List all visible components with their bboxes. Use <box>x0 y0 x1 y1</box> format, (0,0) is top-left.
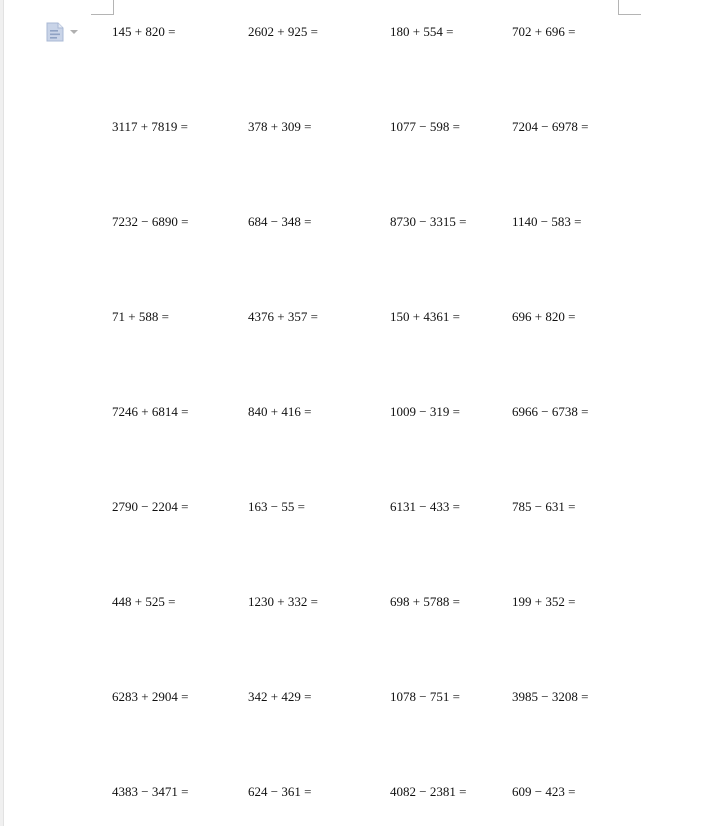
math-problem: 696 + 820 = <box>512 309 576 324</box>
math-problem: 785 − 631 = <box>512 499 576 514</box>
chevron-down-icon <box>70 29 78 35</box>
document-icon <box>46 22 64 42</box>
math-problem: 3985 − 3208 = <box>512 689 589 704</box>
math-problem: 6131 − 433 = <box>390 499 460 514</box>
math-problem: 6966 − 6738 = <box>512 404 589 419</box>
page-edge-line <box>3 0 4 826</box>
math-problem: 342 + 429 = <box>248 689 312 704</box>
math-problem: 698 + 5788 = <box>390 594 460 609</box>
math-problem: 163 − 55 = <box>248 499 305 514</box>
math-problem: 1078 − 751 = <box>390 689 460 704</box>
math-problem: 840 + 416 = <box>248 404 312 419</box>
math-problem: 448 + 525 = <box>112 594 176 609</box>
math-problem: 145 + 820 = <box>112 24 176 39</box>
math-problem: 684 − 348 = <box>248 214 312 229</box>
math-problem: 702 + 696 = <box>512 24 576 39</box>
math-problem: 7246 + 6814 = <box>112 404 189 419</box>
math-problem: 624 − 361 = <box>248 784 312 799</box>
math-problem: 2602 + 925 = <box>248 24 318 39</box>
math-problem: 2790 − 2204 = <box>112 499 189 514</box>
math-problem: 4376 + 357 = <box>248 309 318 324</box>
math-problem: 3117 + 7819 = <box>112 119 188 134</box>
math-problem: 1009 − 319 = <box>390 404 460 419</box>
math-problem: 4082 − 2381 = <box>390 784 467 799</box>
crop-mark-top-left <box>91 0 114 15</box>
math-problem: 7204 − 6978 = <box>512 119 589 134</box>
crop-mark-top-right <box>618 0 641 15</box>
math-problem: 6283 + 2904 = <box>112 689 189 704</box>
math-problem: 71 + 588 = <box>112 309 169 324</box>
document-navigation-button[interactable] <box>46 21 78 43</box>
math-problem: 150 + 4361 = <box>390 309 460 324</box>
math-problem: 378 + 309 = <box>248 119 312 134</box>
math-problem: 180 + 554 = <box>390 24 454 39</box>
math-problem: 7232 − 6890 = <box>112 214 189 229</box>
math-problem: 199 + 352 = <box>512 594 576 609</box>
math-problem: 8730 − 3315 = <box>390 214 467 229</box>
math-problem: 4383 − 3471 = <box>112 784 189 799</box>
math-problem: 609 − 423 = <box>512 784 576 799</box>
math-problem: 1230 + 332 = <box>248 594 318 609</box>
math-problem: 1077 − 598 = <box>390 119 460 134</box>
math-problem: 1140 − 583 = <box>512 214 582 229</box>
